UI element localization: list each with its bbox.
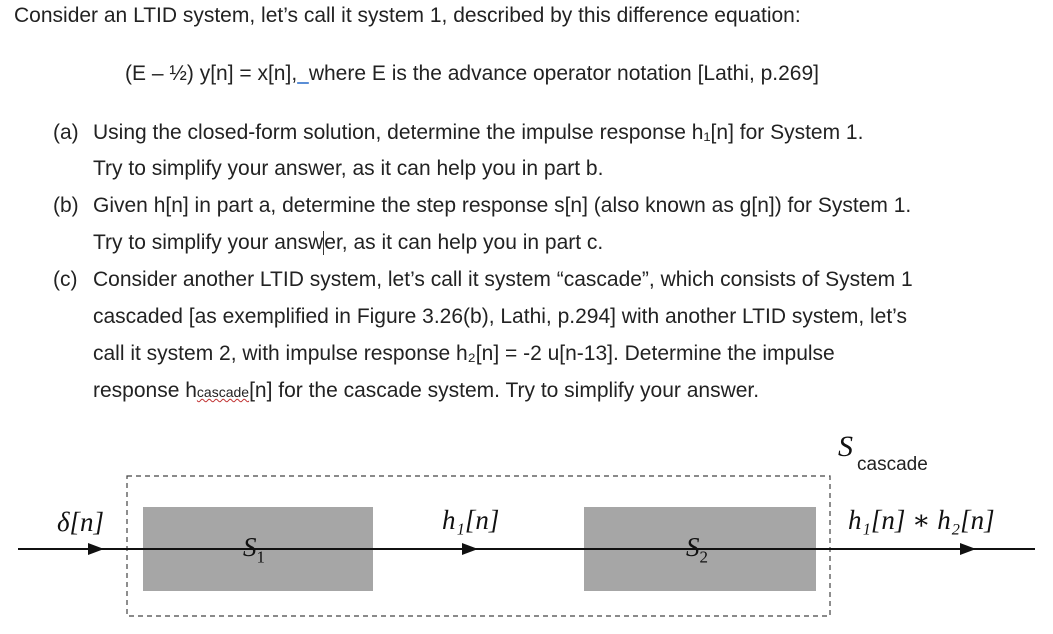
part-b-line1: Given h[n] in part a, determine the step response s[n] (also known as g[n]) for System 1. [93,194,912,217]
output-label: h₁[n] ∗ h₂[n] [848,505,995,535]
intro-text: Consider an LTID system, let’s call it system 1, described by this difference equation: [14,4,801,27]
part-c-line3: call it system 2, with impulse response h₂[n] = -2 u[n-13]. Determine the impulse [93,342,835,365]
equation-rhs: where E is the advance operator notation [Lathi, p.269] [308,62,820,85]
part-c-line4: response hcascade[n] for the cascade system. Try to simplify your answer. [93,379,760,402]
cascade-s-label: S [838,430,853,463]
cascade-word-label: cascade [857,454,928,475]
part-b-line2: Try to simplify your answer, as it can help you in part c. [93,231,604,254]
cascade-subscript: cascade [196,384,250,400]
arrow-mid-icon [462,543,478,555]
input-label: δ[n] [57,507,105,537]
part-a-label: (a) [53,121,79,144]
arrow-output-icon [960,543,976,555]
block-s1-label: $S_1$ [243,532,265,567]
part-b-label: (b) [53,194,79,217]
arrow-input-icon [88,543,104,555]
part-a-line1: Using the closed-form solution, determine the impulse response h₁[n] for System 1. [93,121,864,144]
part-a-line2: Try to simplify your answer, as it can help you in part b. [93,157,604,180]
mid-label: h₁[n] [442,505,500,535]
block-s2-label: $S_2$ [686,532,708,567]
part-c-line1: Consider another LTID system, let’s call it system “cascade”, which consists of System 1 [93,268,913,291]
part-c-label: (c) [53,268,78,291]
part-c-line2: cascaded [as exemplified in Figure 3.26(b), Lathi, p.294] with another LTID system, let’s [93,305,907,328]
equation-lhs: (E – ½) y[n] = x[n], [125,62,298,85]
